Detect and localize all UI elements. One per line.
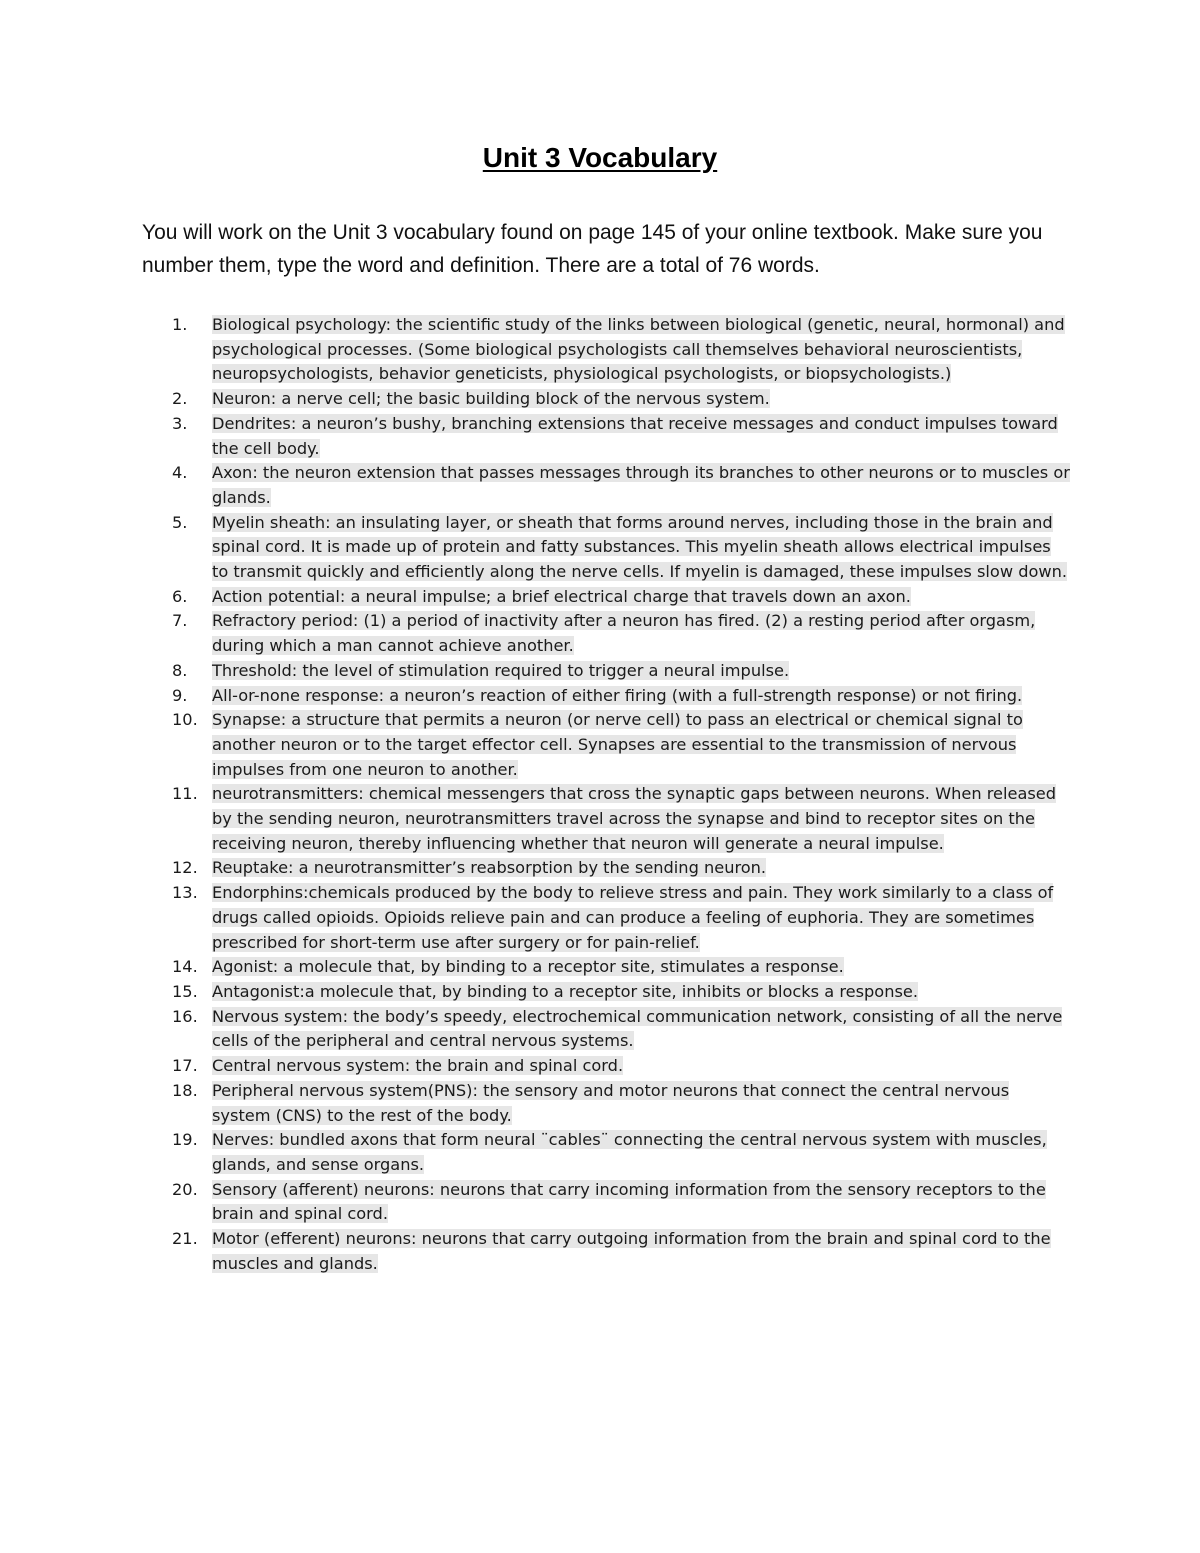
list-item-definition: Endorphins:chemicals produced by the body to relieve stress and pain. They work similarly to a class of drugs called opioids. Opioids relieve pain and can produce a feeling of euphoria. They are sometimes prescribed for short-term use after surgery or for pain-relief.	[212, 883, 1054, 952]
list-item-number: 15.	[172, 981, 198, 1001]
list-item-definition: Nerves: bundled axons that form neural ¨cables¨ connecting the central nervous system with muscles, glands, and sense organs.	[212, 1130, 1047, 1174]
list-item-definition: Synapse: a structure that permits a neuron (or nerve cell) to pass an electrical or chemical signal to another neuron or to the target effector cell. Synapses are essential to the transmission of nervous impulses from one neuron to another.	[212, 710, 1023, 779]
list-item	[172, 585, 1072, 610]
list-item-definition: Refractory period: (1) a period of inactivity after a neuron has fired. (2) a resting period after orgasm, during which a man cannot achieve another.	[212, 611, 1036, 656]
list-item	[172, 461, 1072, 510]
list-item	[172, 881, 1072, 955]
list-item-definition: Agonist: a molecule that, by binding to a receptor site, stimulates a response.	[212, 957, 844, 977]
list-item	[172, 684, 1072, 709]
list-item-number: 7.	[172, 611, 188, 631]
list-item-definition: Axon: the neuron extension that passes messages through its branches to other neurons or to muscles or glands.	[212, 463, 1070, 507]
list-item-number: 4.	[172, 463, 188, 483]
list-item	[172, 1079, 1072, 1128]
list-item-definition: neurotransmitters: chemical messengers that cross the synaptic gaps between neurons. When released by the sending neuron, neurotransmitters travel across the synapse and bind to receptor sites on the receiving neuron, thereby influencing whether that neuron will generate a neural impulse.	[212, 784, 1057, 853]
list-item-number: 3.	[172, 413, 188, 433]
list-item-definition: All-or-none response: a neuron’s reaction of either firing (with a full-strength response) or not firing.	[212, 685, 1023, 705]
list-item-number: 9.	[172, 685, 188, 705]
list-item	[172, 609, 1072, 658]
list-item-number: 21.	[172, 1229, 198, 1249]
list-item	[172, 387, 1072, 412]
list-item-definition: Neuron: a nerve cell; the basic building block of the nervous system.	[212, 389, 770, 409]
list-item-number: 8.	[172, 660, 188, 680]
list-item-definition: Dendrites: a neuron’s bushy, branching extensions that receive messages and conduct impulses toward the cell body.	[212, 413, 1058, 458]
list-item-definition: Biological psychology: the scientific study of the links between biological (genetic, neural, hormonal) and psychological processes. (Some biological psychologists call themselves behavioral neuroscientists, neuropsychologists, behavior geneticists, physiological psychologists, or biopsychologists.)	[212, 315, 1065, 384]
list-item	[172, 1054, 1072, 1079]
list-item-number: 13.	[172, 883, 198, 903]
list-item	[172, 659, 1072, 684]
list-item	[172, 1227, 1072, 1276]
list-item-number: 17.	[172, 1056, 198, 1076]
list-item	[172, 1005, 1072, 1054]
list-item-number: 11.	[172, 784, 198, 804]
list-item	[172, 782, 1072, 856]
list-item-number: 10.	[172, 710, 198, 730]
list-item-definition: Reuptake: a neurotransmitter’s reabsorption by the sending neuron.	[212, 858, 767, 878]
list-item-number: 19.	[172, 1130, 198, 1150]
list-item-number: 6.	[172, 586, 188, 606]
list-item	[172, 708, 1072, 782]
page-title: Unit 3 Vocabulary	[482, 142, 718, 173]
list-item	[172, 856, 1072, 881]
list-item-definition: Threshold: the level of stimulation required to trigger a neural impulse.	[212, 660, 790, 680]
list-item-number: 12.	[172, 858, 198, 878]
list-item-definition: Peripheral nervous system(PNS): the sensory and motor neurons that connect the central nervous system (CNS) to the rest of the body.	[212, 1080, 1010, 1125]
list-item	[172, 1128, 1072, 1177]
list-item-definition: Antagonist:a molecule that, by binding to a receptor site, inhibits or blocks a response.	[212, 981, 918, 1001]
list-item-number: 1.	[172, 315, 188, 334]
list-item-number: 5.	[172, 512, 188, 532]
list-item-number: 20.	[172, 1179, 198, 1199]
list-item-definition: Central nervous system: the brain and spinal cord.	[212, 1056, 624, 1076]
list-item	[172, 412, 1072, 461]
list-item-number: 16.	[172, 1006, 198, 1026]
list-item-definition: Myelin sheath: an insulating layer, or sheath that forms around nerves, including those in the brain and spinal cord. It is made up of protein and fatty substances. This myelin sheath allows electrical impulses to transmit quickly and efficiently along the nerve cells. If myelin is damaged, these impulses slow down.	[212, 512, 1068, 582]
list-item-definition: Motor (efferent) neurons: neurons that carry outgoing information from the brain and spinal cord to the muscles and glands.	[212, 1229, 1051, 1273]
list-item-number: 14.	[172, 957, 198, 977]
list-item-number: 2.	[172, 389, 188, 409]
list-item-definition: Action potential: a neural impulse; a brief electrical charge that travels down an axon.	[212, 586, 911, 606]
list-item-definition: Nervous system: the body’s speedy, electrochemical communication network, consisting of all the nerve cells of the peripheral and central nervous systems.	[212, 1006, 1063, 1051]
list-item	[172, 511, 1072, 585]
list-item-definition: Sensory (afferent) neurons: neurons that carry incoming information from the sensory receptors to the brain and spinal cord.	[212, 1179, 1046, 1224]
list-item-number: 18.	[172, 1080, 198, 1100]
list-item	[172, 313, 1072, 387]
intro-paragraph: You will work on the Unit 3 vocabulary found on page 145 of your online textbook. Make sure you number them, type the word and definition. There are a total of 76 words.	[142, 221, 1043, 277]
vocabulary-list	[172, 313, 1072, 1276]
list-item	[172, 980, 1072, 1005]
list-item	[172, 955, 1072, 980]
list-item	[172, 1178, 1072, 1227]
